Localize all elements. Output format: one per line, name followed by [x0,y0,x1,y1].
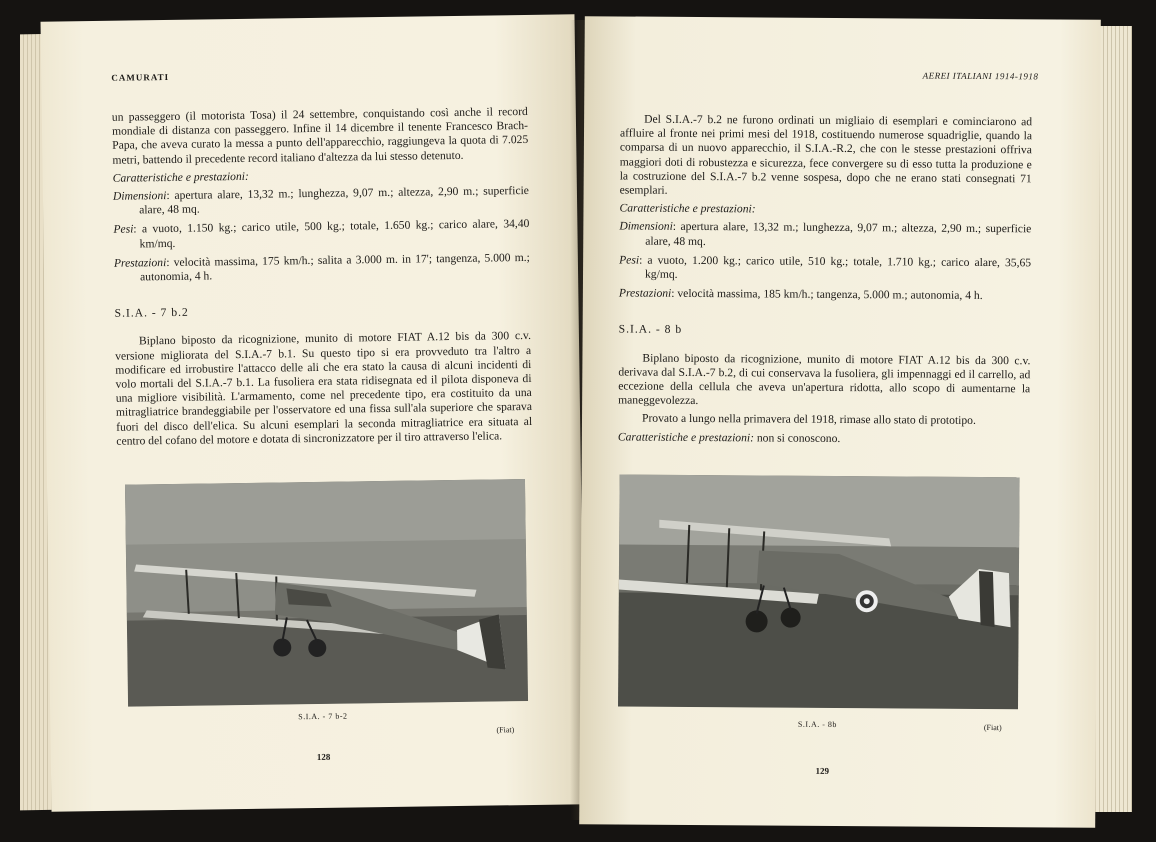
right-dim-text: : apertura alare, 13,32 m.; lunghezza, 9,07 m.; altezza, 2,90 m.; superficie alare, 48 mq. [645,220,1032,248]
left-running-header: CAMURATI [111,71,170,83]
left-body-text [112,105,533,453]
left-prest-text: : velocità massima, 175 km/h.; salita a 3.000 m. in 17'; tangenza, 5.000 m.; autonomia, 4 h. [139,250,530,284]
left-page [41,14,586,811]
right-photo-biplane [618,474,1020,709]
left-spec-pesi [113,217,529,251]
right-photo-caption: S.I.A. - 8b [797,719,837,729]
left-paragraph-1: un passeggero (il motorista Tosa) il 24 settembre, conquistando così anche il record mondiale di distanza con passeggero. Infine il 14 dicembre il tenente Francesco Brach-Papa, che aveva curato la messa a punto dell'apparecchio, raggiungeva la quota di 7.025 metri, battendo il precedente record italiano d'altezza da lui stesso detenuto. [111,104,529,167]
left-dim-text: : apertura alare, 13,32 m.; lunghezza, 9,07 m.; altezza, 2,90 m.; superficie alare, 48 mq. [139,183,530,217]
right-paragraph-2: Biplano biposto da ricognizione, munito di motore FIAT A.12 bis da 300 c.v. derivava dal S.I.A.-7 b.2, di cui conservava la fusoliera, gli impennaggi ed il carrello, ad eccezione della cellula che aveva un'apertura ridotta, allo scopo di aumentarne la maneggevolezza. [618,351,1031,408]
left-dim-label: Dimensioni [112,189,167,203]
right-paragraph-3: Provato a lungo nella primavera del 1918, rimase allo stato di prototipo. [641,412,976,428]
left-spec-dimensions [113,184,529,218]
right-photo-credit: (Fiat) [983,723,1002,733]
left-prest-label: Prestazioni [113,255,167,270]
right-section-title: S.I.A. - 8 b [618,322,683,337]
left-specs-heading: Caratteristiche e prestazioni: [112,169,249,185]
left-section-title: S.I.A. - 7 b.2 [114,305,189,320]
right-specs-heading: Caratteristiche e prestazioni: [619,201,756,216]
right-page [579,16,1101,828]
right-pesi-text: : a vuoto, 1.200 kg.; carico utile, 510 kg.; totale, 1.710 kg.; carico alare, 35,65 kg/mq. [639,253,1032,281]
left-paragraph-2: Biplano biposto da ricognizione, munito di motore FIAT A.12 bis da 300 c.v. versione migliorata del S.I.A.-7 b.1. Su questo tipo si era provveduto tra l'altro a modificare ed irrobustire l'attacco delle ali che era stato la causa di alcuni incidenti di volo mortali del S.I.A.-7 b.1. La fusoliera era stata ridisegnata ed il pilota disponeva di una migliore visibilità. L'armamento, come nel precedente tipo, era costituito da una mitragliatrice brandeggiabile per l'osservatore ed una fissa sull'ala superiore che sparava fuori del disco dell'elica. Su alcuni esemplari la seconda mitragliatrice era situata al centro del cofano del motore e dotata di sincronizzatore per il tiro attraverso l'elica. [115,329,533,448]
right-prest-text: : velocità massima, 185 km/h.; tangenza, 5.000 m.; autonomia, 4 h. [671,287,983,303]
right-spec-prestazioni [619,287,1031,304]
biplane-photo-7b2 [125,479,528,707]
right-prest-label: Prestazioni [618,286,672,301]
right-specs-text-2: non si conoscono. [753,431,841,445]
left-photo-caption: S.I.A. - 7 b-2 [298,711,348,722]
right-spec-dimensions [619,220,1031,251]
right-pesi-label: Pesi [619,253,640,267]
right-spec-pesi [619,253,1031,284]
left-pesi-text: : a vuoto, 1.150 kg.; carico utile, 500 kg.; totale, 1.650 kg.; carico alare, 34,40 km/mq. [133,217,530,251]
right-running-header: AEREI ITALIANI 1914-1918 [922,70,1039,82]
right-dim-label: Dimensioni [619,219,673,234]
left-spec-prestazioni [114,251,530,285]
left-page-number: 128 [316,751,331,762]
left-pesi-label: Pesi [113,222,134,237]
left-photo-biplane [125,479,528,707]
right-page-number: 129 [815,765,830,776]
right-paragraph-1: Del S.I.A.-7 b.2 ne furono ordinati un migliaio di esemplari e cominciarono ad affluire al fronte nei primi mesi del 1918, costituendo numerose squadriglie, quando la comparsa di un nuovo apparecchio, il S.I.A.-R.2, che con le stesse prestazioni offriva maggiori doti di robustezza e sicurezza, fece convergere su di esso tutta la produzione e la costruzione del S.I.A.-7 b.2 venne sospesa, dopo che ne erano stati consegnati 71 esemplari. [619,112,1033,197]
biplane-photo-8b [618,474,1020,709]
left-photo-credit: (Fiat) [496,725,515,735]
right-specs-line-2 [618,430,1030,447]
right-specs-heading-2: Caratteristiche e prestazioni: [617,430,755,445]
right-body-text [618,112,1032,451]
